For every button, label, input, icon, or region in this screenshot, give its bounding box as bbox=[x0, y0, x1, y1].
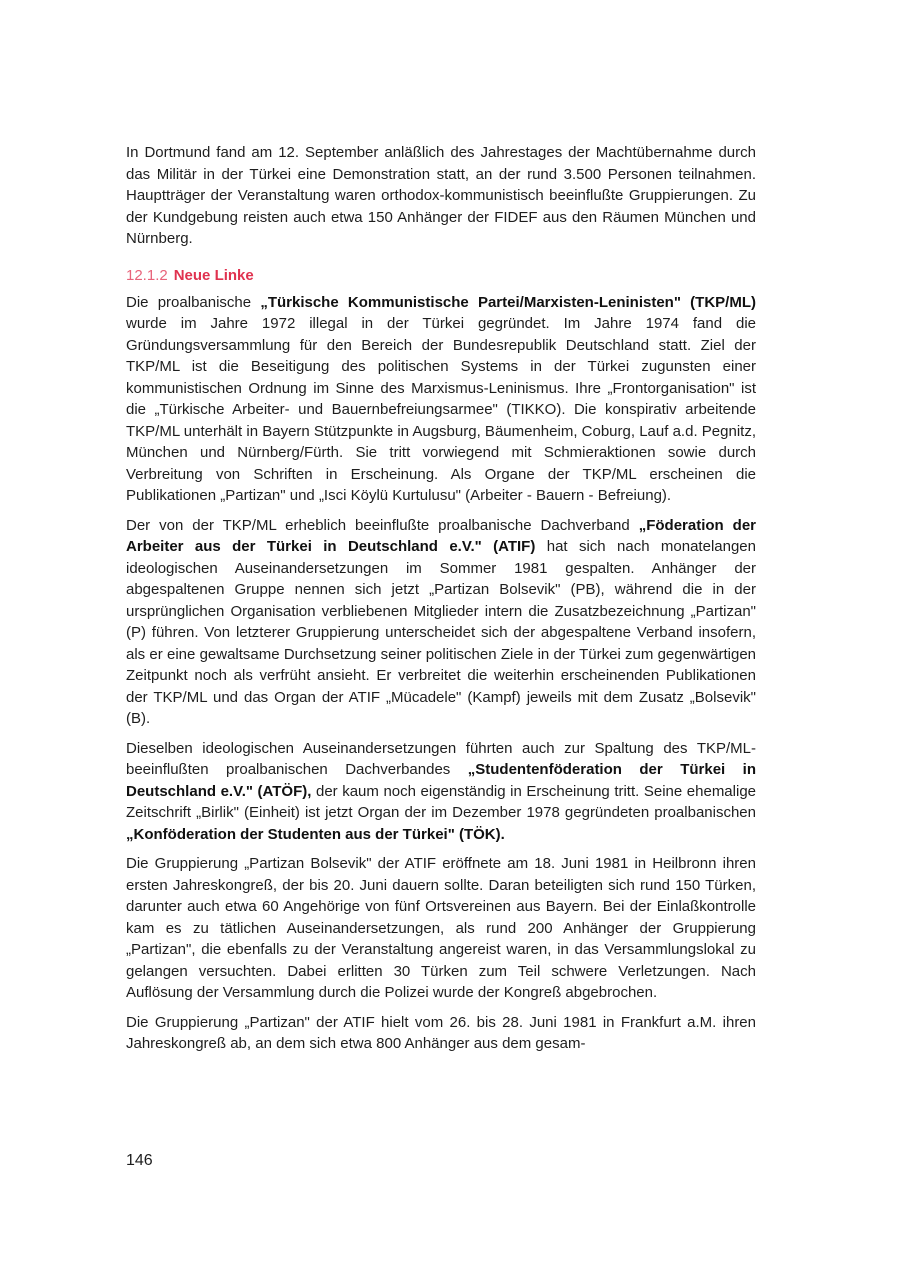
bold-organization-atif: „Föderation der Arbeiter aus der Türkei in Deutschland e.V." (ATIF) bbox=[126, 516, 756, 555]
page-body bbox=[126, 142, 756, 1063]
text-run: wurde im Jahre 1972 illegal in der Türkei gegründet. Im Jahre 1974 fand die Gründungsversammlung für den Bereich der Bundesrepublik Deutschland statt. Ziel der TKP/ML ist die Beseitigung des politischen Systems in der Türkei zugunsten einer kommunistischen Ordnung im Sinne des Marxismus-Leninismus. Ihre „Frontorganisation" ist die „Türkische Arbeiter- und Bauernbefreiungsarmee" (TIKKO). Die konspirativ arbeitende TKP/ML unterhält in Bayern Stützpunkte in Augsburg, Bäumenheim, Coburg, Lauf a.d. Pegnitz, München und Nürnberg/Fürth. Sie tritt vorwiegend mit Schmieraktionen sowie durch Verbreitung von Schriften in Erscheinung. Als Organe der TKP/ML erscheinen die Publikationen „Partizan" und „Isci Köylü Kurtulusu" (Arbeiter - Bauern - Befreiung). bbox=[126, 315, 756, 504]
paragraph-tkp-ml bbox=[126, 292, 756, 507]
paragraph-atif bbox=[126, 515, 756, 730]
text-run: Dieselben ideologischen Auseinandersetzungen führten auch zur Spaltung des TKP/ML-beeinflußten proalbanischen Dachverbandes bbox=[126, 739, 756, 778]
page-number: 146 bbox=[126, 1152, 153, 1169]
section-heading bbox=[126, 266, 756, 286]
bold-organization-atoef: „Studentenföderation der Türkei in Deutschland e.V." (ATÖF), bbox=[126, 761, 756, 800]
paragraph-atoef-toek bbox=[126, 738, 756, 846]
paragraph-heilbronn-congress: Die Gruppierung „Partizan Bolsevik" der ATIF eröffnete am 18. Juni 1981 in Heilbronn ihren ersten Jahreskongreß, der bis 20. Juni dauern sollte. Daran beteiligten sich rund 150 Türken, darunter auch etwa 60 Angehörige von fünf Ortsvereinen aus Bayern. Bei der Einlaßkontrolle kam es zu tätlichen Auseinandersetzungen, als rund 200 Anhänger der Gruppierung „Partizan", die ebenfalls zu der Veranstaltung angereist waren, in das Versammlungslokal zu gelangen versuchten. Dabei erlitten 30 Türken zum Teil schwere Verletzungen. Nach Auflösung der Versammlung durch die Polizei wurde der Kongreß abgebrochen. bbox=[126, 855, 756, 1001]
bold-organization-tkp-ml: „Türkische Kommunistische Partei/Marxisten-Leninisten" (TKP/ML) bbox=[260, 293, 756, 311]
section-title: Neue Linke bbox=[173, 266, 254, 284]
text-run: Der von der TKP/ML erheblich beeinflußte proalbanische Dachverband bbox=[126, 516, 639, 534]
paragraph-dortmund-demonstration: In Dortmund fand am 12. September anläßlich des Jahrestages der Machtübernahme durch das Militär in der Türkei eine Demonstration statt, an der rund 3.500 Personen teilnahmen. Hauptträger der Veranstaltung waren orthodox-kommunistisch beeinflußte Gruppierungen. Zu der Kundgebung reisten auch etwa 150 Anhänger der FIDEF aus den Räumen München und Nürnberg. bbox=[126, 144, 756, 247]
text-run: der kaum noch eigenständig in Erscheinung tritt. Seine ehemalige Zeitschrift „Birlik" (Einheit) ist jetzt Organ der im Dezember 1978 gegründeten proalbanischen bbox=[126, 782, 757, 821]
text-run: Die proalbanische bbox=[126, 293, 261, 311]
bold-organization-toek: „Konföderation der Studenten aus der Türkei" (TÖK). bbox=[126, 825, 505, 843]
section-number: 12.1.2 bbox=[126, 266, 168, 284]
paragraph-frankfurt-congress: Die Gruppierung „Partizan" der ATIF hielt vom 26. bis 28. Juni 1981 in Frankfurt a.M. ihren Jahreskongreß ab, an dem sich etwa 800 Anhänger aus dem gesam- bbox=[126, 1013, 756, 1052]
text-run: hat sich nach monatelangen ideologischen Auseinandersetzungen im Sommer 1981 gespalten. Anhänger der abgespaltenen Gruppe nennen sich jetzt „Partizan Bolsevik" (PB), während die in der ursprünglichen Organisation verbliebenen Mitglieder intern die Zusatzbezeichnung „Partizan" (P) führen. Von letzterer Gruppierung unterscheidet sich der abgespaltene Verband insofern, als er eine gewaltsame Durchsetzung seiner politischen Ziele in der Türkei zum gegenwärtigen Zeitpunkt noch als verfrüht ansieht. Er verbreitet die weiterhin erscheinenden Publikationen der TKP/ML und das Organ der ATIF „Mücadele" (Kampf) jeweils mit dem Zusatz „Bolsevik" (B). bbox=[126, 538, 756, 727]
